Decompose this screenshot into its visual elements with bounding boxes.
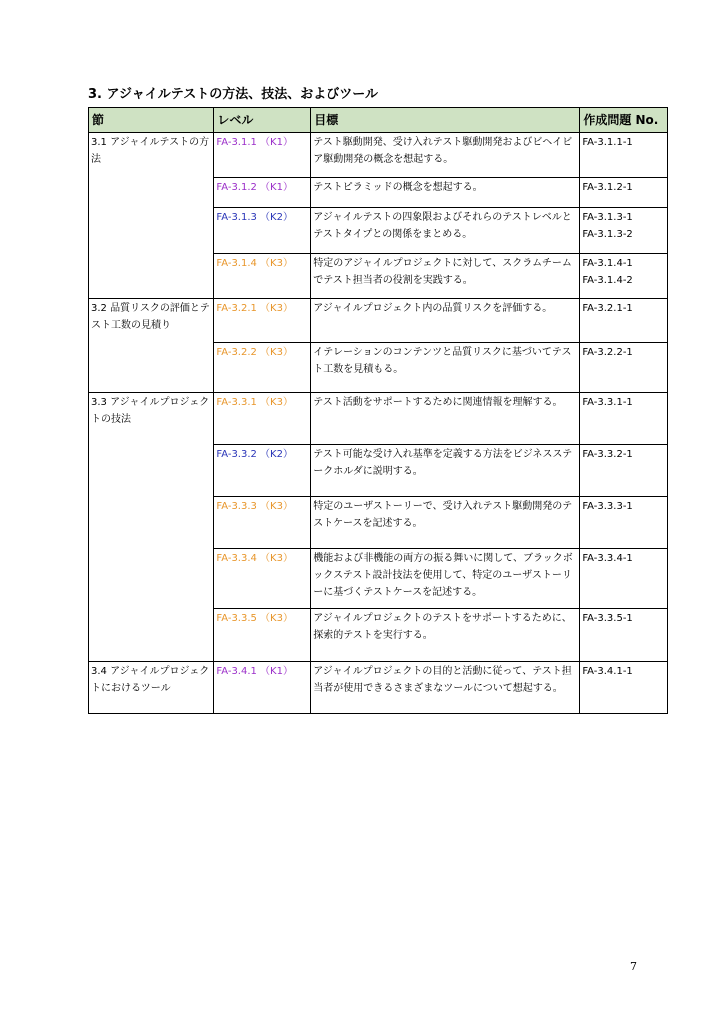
question-no-cell — [580, 393, 668, 445]
header-level: レベル — [214, 108, 311, 133]
section-cell: 3.3 アジャイルプロジェクトの技法 — [89, 393, 214, 662]
question-no-cell — [580, 662, 668, 714]
question-no-cell — [580, 133, 668, 178]
goal-cell: テストピラミッドの概念を想起する。 — [311, 178, 580, 208]
level-cell: FA-3.3.3 （K3） — [214, 497, 311, 549]
table-row — [89, 299, 668, 343]
question-no: FA-3.4.1-1 — [582, 666, 633, 677]
level-cell: FA-3.2.1 （K3） — [214, 299, 311, 343]
table-row — [89, 133, 668, 178]
header-goal: 目標 — [311, 108, 580, 133]
question-no-cell — [580, 445, 668, 497]
level-cell: FA-3.1.4 （K3） — [214, 254, 311, 299]
level-cell: FA-3.3.2 （K2） — [214, 445, 311, 497]
goal-cell: イテレーションのコンテンツと品質リスクに基づいてテスト工数を見積もる。 — [311, 343, 580, 393]
question-no-cell — [580, 343, 668, 393]
level-cell: FA-3.1.3 （K2） — [214, 208, 311, 254]
question-no-cell — [580, 208, 668, 254]
question-no-cell — [580, 254, 668, 299]
section-cell: 3.2 品質リスクの評価とテスト工数の見積り — [89, 299, 214, 393]
question-no-cell — [580, 299, 668, 343]
goal-cell: テスト可能な受け入れ基準を定義する方法をビジネスステークホルダに説明する。 — [311, 445, 580, 497]
goal-cell: テスト活動をサポートするために関連情報を理解する。 — [311, 393, 580, 445]
goal-cell: テスト駆動開発、受け入れテスト駆動開発およびビヘイビア駆動開発の概念を想起する。 — [311, 133, 580, 178]
table-row — [89, 393, 668, 445]
table-row — [89, 662, 668, 714]
level-cell: FA-3.1.2 （K1） — [214, 178, 311, 208]
level-cell: FA-3.4.1 （K1） — [214, 662, 311, 714]
level-cell: FA-3.3.4 （K3） — [214, 549, 311, 609]
question-no: FA-3.1.4-2 — [582, 275, 633, 286]
question-no-cell — [580, 497, 668, 549]
question-no: FA-3.2.1-1 — [582, 303, 633, 314]
question-no: FA-3.2.2-1 — [582, 347, 633, 358]
goal-cell: 特定のユーザストーリーで、受け入れテスト駆動開発のテストケースを記述する。 — [311, 497, 580, 549]
goal-cell: アジャイルテストの四象限およびそれらのテストレベルとテストタイプとの関係をまとめる。 — [311, 208, 580, 254]
goal-cell: アジャイルプロジェクト内の品質リスクを評価する。 — [311, 299, 580, 343]
question-no: FA-3.3.3-1 — [582, 501, 633, 512]
level-cell: FA-3.3.5 （K3） — [214, 609, 311, 662]
goal-cell: 特定のアジャイルプロジェクトに対して、スクラムチームでテスト担当者の役割を実践する。 — [311, 254, 580, 299]
level-cell: FA-3.1.1 （K1） — [214, 133, 311, 178]
table-header-row — [89, 108, 668, 133]
question-no: FA-3.3.4-1 — [582, 553, 633, 564]
syllabus-table — [88, 107, 668, 714]
goal-cell: アジャイルプロジェクトのテストをサポートするために、探索的テストを実行する。 — [311, 609, 580, 662]
question-no: FA-3.1.1-1 — [582, 137, 633, 148]
question-no-cell — [580, 609, 668, 662]
table-body — [89, 133, 668, 714]
level-cell: FA-3.2.2 （K3） — [214, 343, 311, 393]
question-no: FA-3.1.4-1 — [582, 258, 633, 269]
section-cell: 3.1 アジャイルテストの方法 — [89, 133, 214, 299]
level-cell: FA-3.3.1 （K3） — [214, 393, 311, 445]
question-no: FA-3.3.5-1 — [582, 613, 633, 624]
question-no-cell — [580, 178, 668, 208]
header-question-no: 作成問題 No. — [580, 108, 668, 133]
question-no: FA-3.1.3-2 — [582, 229, 633, 240]
question-no-cell — [580, 549, 668, 609]
goal-cell: 機能および非機能の両方の振る舞いに関して、ブラックボックステスト設計技法を使用して、特定のユーザストーリーに基づくテストケースを記述する。 — [311, 549, 580, 609]
page-number: 7 — [630, 960, 637, 973]
page-heading: 3. アジャイルテストの方法、技法、およびツール — [88, 87, 378, 102]
question-no: FA-3.3.1-1 — [582, 397, 633, 408]
section-cell: 3.4 アジャイルプロジェクトにおけるツール — [89, 662, 214, 714]
header-section: 節 — [89, 108, 214, 133]
question-no: FA-3.3.2-1 — [582, 449, 633, 460]
question-no: FA-3.1.2-1 — [582, 182, 633, 193]
question-no: FA-3.1.3-1 — [582, 212, 633, 223]
goal-cell: アジャイルプロジェクトの目的と活動に従って、テスト担当者が使用できるさまざまなツールについて想起する。 — [311, 662, 580, 714]
